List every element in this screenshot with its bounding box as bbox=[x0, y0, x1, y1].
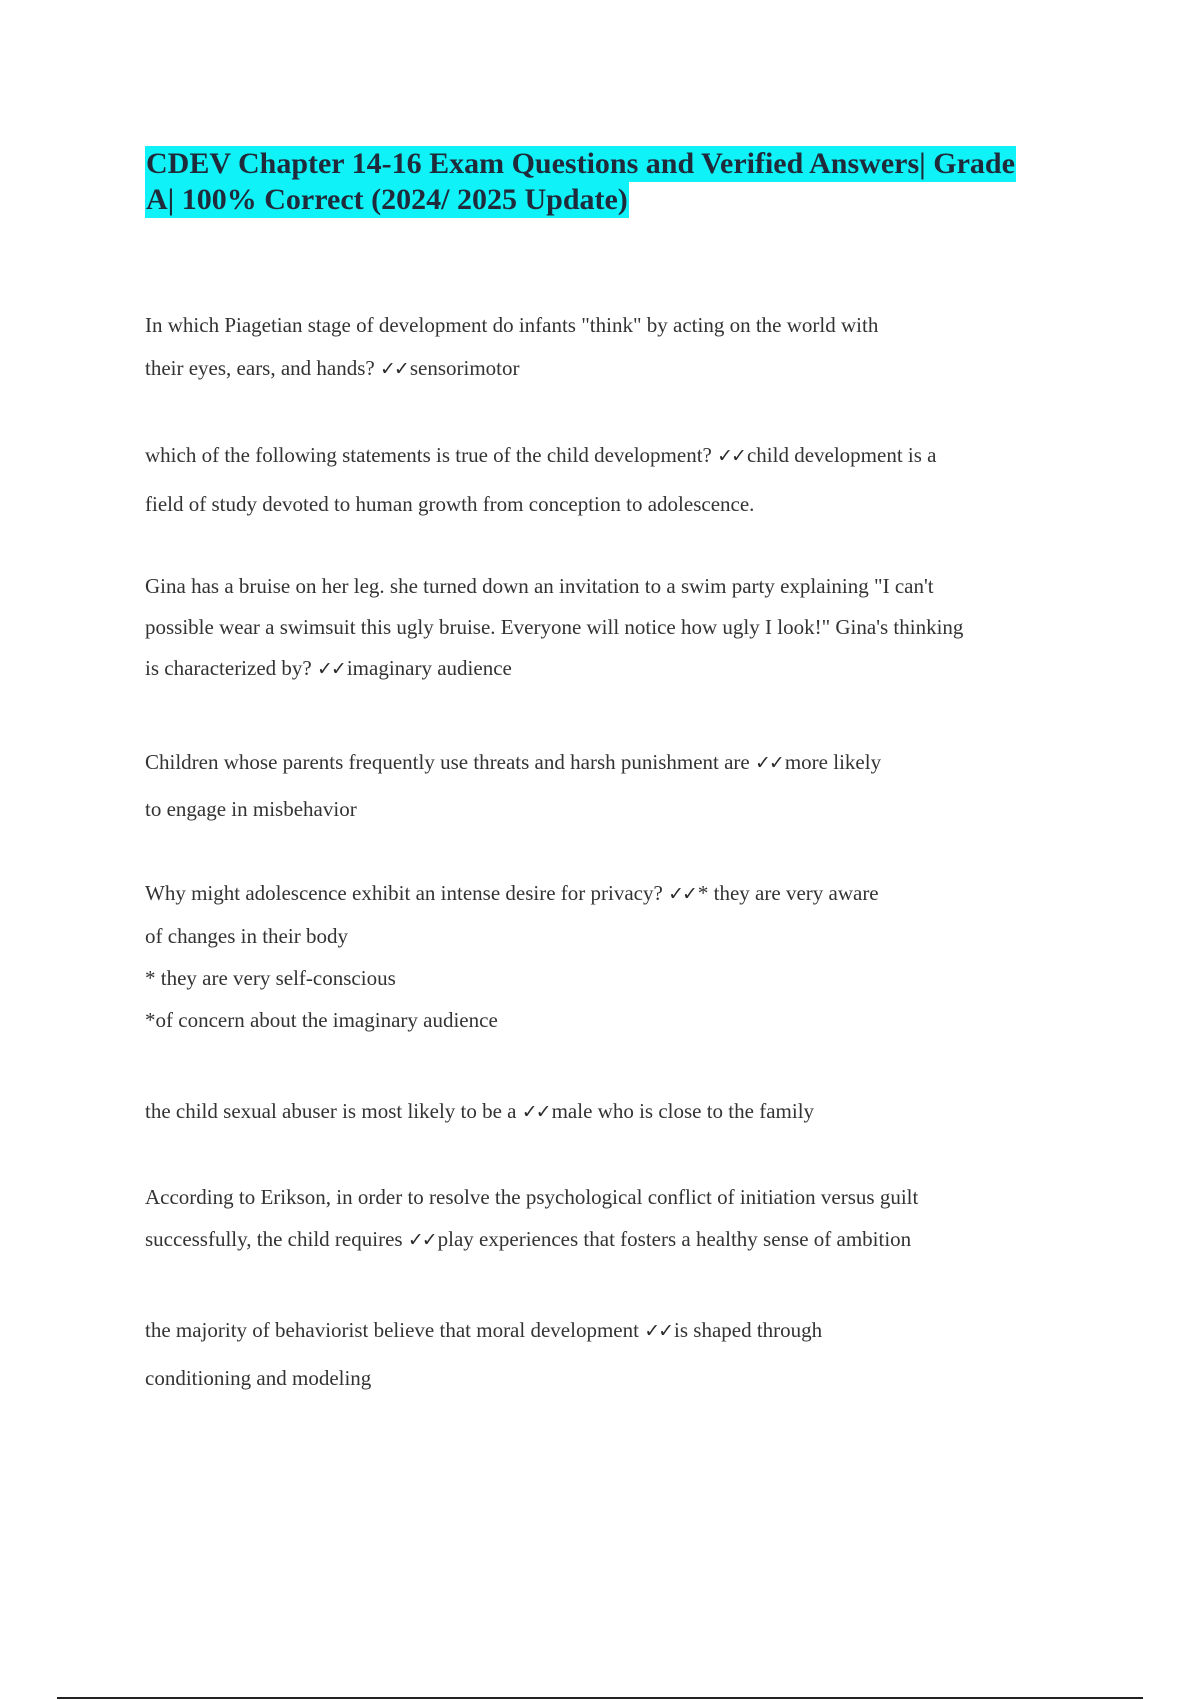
answer-text: more likely bbox=[784, 750, 882, 774]
answer-text: to engage in misbehavior bbox=[145, 797, 357, 821]
answer-text: conditioning and modeling bbox=[145, 1366, 372, 1390]
double-check-icon: ✓✓ bbox=[407, 1229, 436, 1251]
question-text: successfully, the child requires bbox=[145, 1227, 403, 1251]
qa-item-2 bbox=[145, 431, 1095, 528]
question-text: possible wear a swimsuit this ugly bruise. Everyone will notice how ugly I look!" Gina's thinking bbox=[145, 615, 964, 639]
document-title bbox=[145, 146, 1090, 218]
answer-text: is shaped through bbox=[674, 1318, 823, 1342]
double-check-icon: ✓✓ bbox=[644, 1320, 673, 1342]
answer-text: sensorimotor bbox=[409, 356, 520, 380]
answer-text: child development is a bbox=[746, 443, 937, 467]
qa-item-5 bbox=[145, 872, 1095, 1041]
answer-text: *of concern about the imaginary audience bbox=[145, 1008, 498, 1032]
double-check-icon: ✓✓ bbox=[521, 1101, 550, 1123]
qa-item-4 bbox=[145, 739, 1095, 832]
qa-item-8 bbox=[145, 1307, 1095, 1402]
question-text: the majority of behaviorist believe that moral development bbox=[145, 1318, 639, 1342]
answer-text: * they are very aware bbox=[697, 881, 879, 905]
double-check-icon: ✓✓ bbox=[316, 658, 345, 680]
qa-item-7 bbox=[145, 1176, 1095, 1261]
double-check-icon: ✓✓ bbox=[717, 445, 745, 467]
answer-text: * they are very self-conscious bbox=[145, 966, 396, 990]
question-text: their eyes, ears, and hands? bbox=[145, 356, 375, 380]
answer-text: play experiences that fosters a healthy sense of ambition bbox=[437, 1227, 912, 1251]
answer-text: field of study devoted to human growth from conception to adolescence. bbox=[145, 492, 755, 516]
question-text: is characterized by? bbox=[145, 656, 312, 680]
qa-item-6 bbox=[145, 1090, 1095, 1133]
question-text: which of the following statements is true of the child development? bbox=[145, 443, 712, 467]
title-line-1: CDEV Chapter 14-16 Exam Questions and Verified Answers| Grade bbox=[146, 147, 1015, 180]
question-text: the child sexual abuser is most likely to be a bbox=[145, 1099, 517, 1123]
qa-item-3 bbox=[145, 566, 1095, 690]
footer-divider bbox=[57, 1697, 1143, 1699]
question-text: According to Erikson, in order to resolve the psychological conflict of initiation versus guilt bbox=[145, 1185, 919, 1209]
question-text: Children whose parents frequently use threats and harsh punishment are bbox=[145, 750, 750, 774]
double-check-icon: ✓✓ bbox=[755, 752, 783, 774]
answer-text: of changes in their body bbox=[145, 924, 348, 948]
question-text: Gina has a bruise on her leg. she turned down an invitation to a swim party explaining "I can't bbox=[145, 574, 934, 598]
question-text: In which Piagetian stage of development do infants "think" by acting on the world with bbox=[145, 313, 879, 337]
question-text: Why might adolescence exhibit an intense desire for privacy? bbox=[145, 881, 663, 905]
answer-text: imaginary audience bbox=[346, 656, 512, 680]
title-line-2: A| 100% Correct (2024/ 2025 Update) bbox=[146, 183, 628, 216]
answer-text: male who is close to the family bbox=[551, 1099, 815, 1123]
double-check-icon: ✓✓ bbox=[668, 883, 696, 905]
double-check-icon: ✓✓ bbox=[380, 358, 408, 380]
qa-item-1 bbox=[145, 304, 1095, 391]
